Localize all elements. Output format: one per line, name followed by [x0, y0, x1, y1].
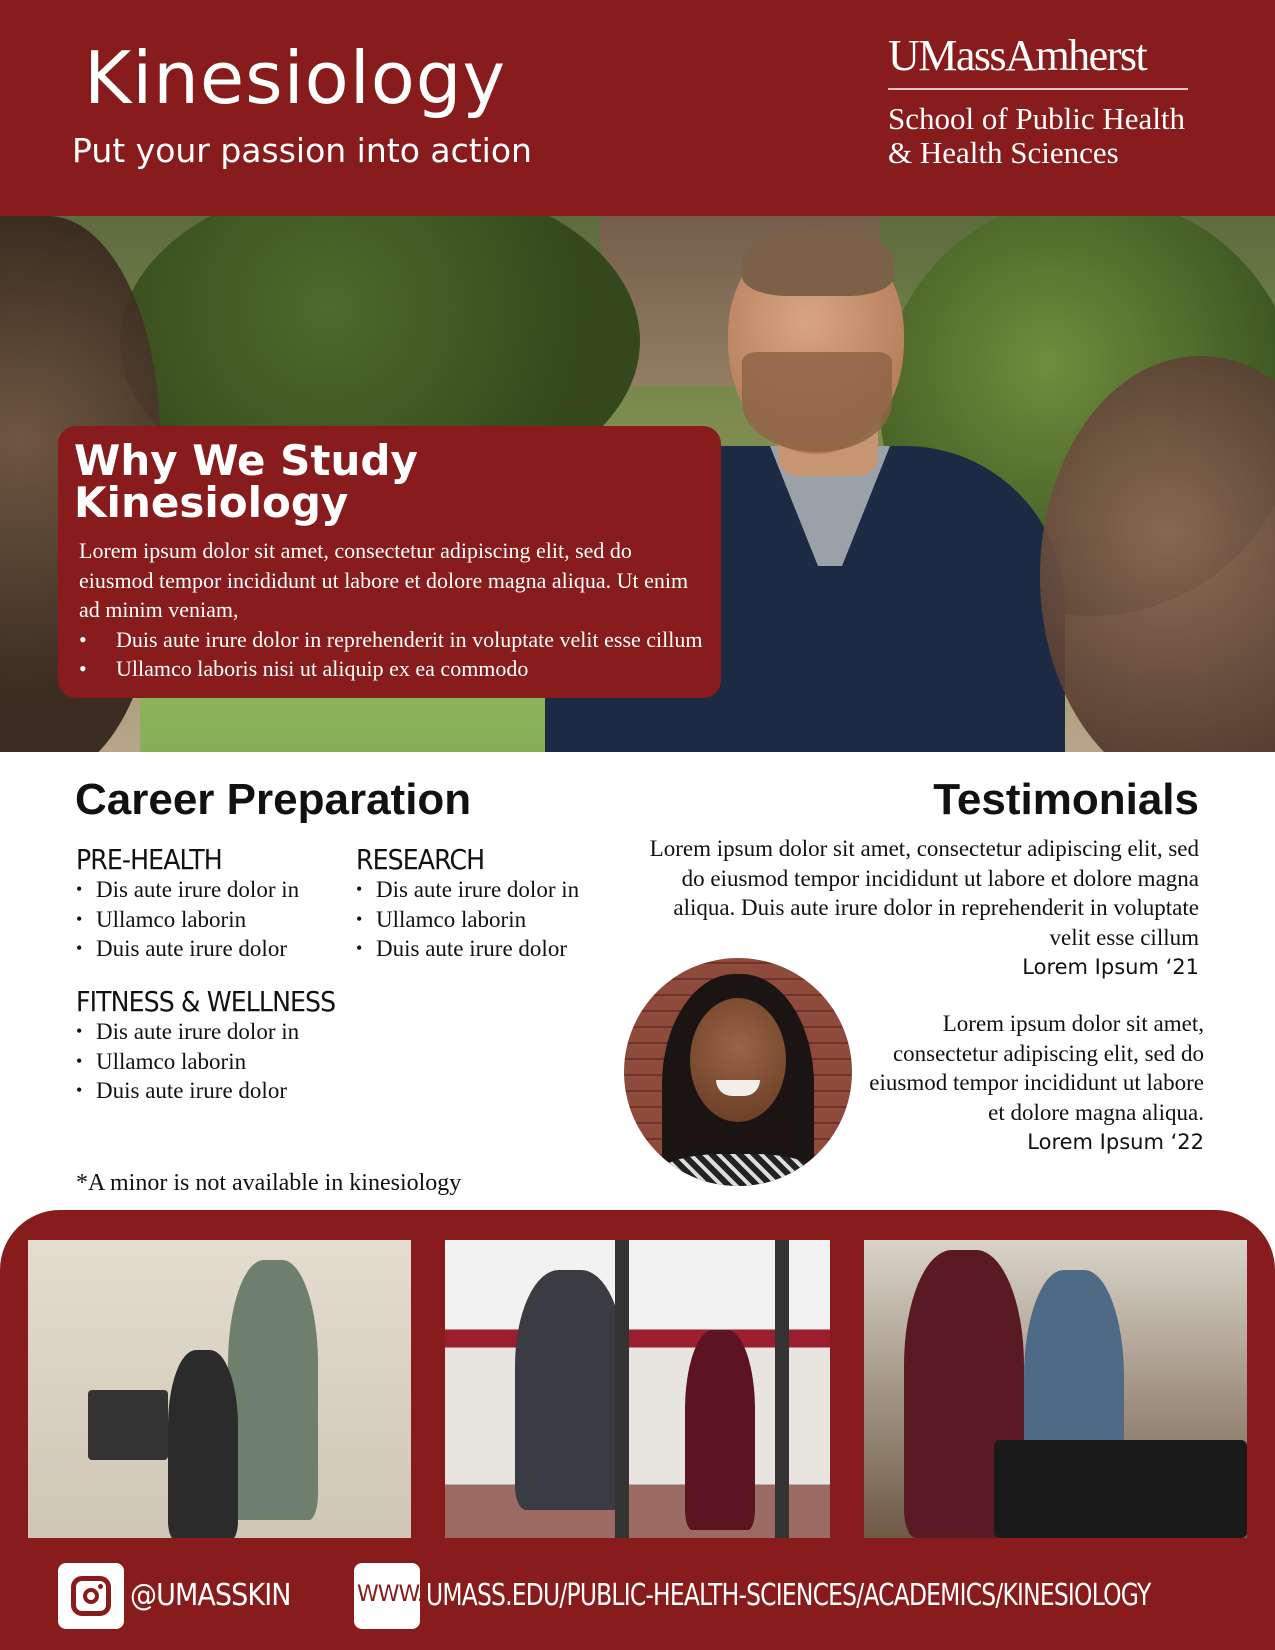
- instagram-icon-box[interactable]: [58, 1563, 124, 1629]
- runner-figure: [228, 1260, 318, 1520]
- category-research: RESEARCH: [356, 843, 485, 876]
- list-item: • Dis aute irure dolor in: [356, 875, 579, 905]
- logo-subtitle-line1: School of Public Health: [888, 101, 1186, 136]
- list-item: • Ullamco laborin: [76, 905, 299, 935]
- testimonials-title: Testimonials: [933, 775, 1199, 824]
- list-item: • Dis aute irure dolor in: [76, 1017, 299, 1047]
- testimonial-author: Lorem Ipsum ‘22: [1027, 1129, 1204, 1154]
- instructor-beard: [742, 352, 892, 452]
- treadmill-lab-photo: [28, 1240, 411, 1538]
- portrait-shirt: [654, 1154, 822, 1186]
- testimonial-quote-2: [854, 1009, 1204, 1158]
- page-tagline: Put your passion into action: [72, 131, 532, 170]
- category-pre-health: PRE-HEALTH: [76, 843, 222, 876]
- instagram-icon: [71, 1576, 111, 1616]
- minor-note: *A minor is not available in kinesiology: [76, 1170, 462, 1196]
- career-preparation-title: Career Preparation: [75, 775, 472, 824]
- why-study-list: [74, 625, 705, 684]
- jumping-student-figure: [515, 1270, 625, 1510]
- website-url[interactable]: UMASS.EDU/PUBLIC-HEALTH-SCIENCES/ACADEMICS/KINESIOLOGY: [426, 1578, 1151, 1613]
- rack-post: [615, 1240, 629, 1538]
- pre-health-list: [76, 875, 299, 964]
- why-study-title: Why We Study Kinesiology: [74, 436, 418, 527]
- instagram-handle[interactable]: @UMASSKIN: [130, 1578, 291, 1613]
- testimonial-text: Lorem ipsum dolor sit amet, consectetur adipiscing elit, sed do eiusmod tempor incididunt ut labore et dolore magna aliqua.: [869, 1011, 1204, 1126]
- logo-name: UMassAmherst: [888, 31, 1147, 80]
- umass-logo: [888, 31, 1192, 170]
- www-label: WWW.: [357, 1582, 423, 1607]
- list-item: • Duis aute irure dolor: [76, 934, 299, 964]
- rack-post: [775, 1240, 789, 1538]
- anatomy-table: [994, 1440, 1247, 1538]
- instructor-hair: [742, 230, 894, 296]
- list-item: • Duis aute irure dolor: [76, 1076, 299, 1106]
- lab-assistant-figure: [168, 1350, 238, 1538]
- category-fitness-wellness: FITNESS & WELLNESS: [76, 985, 336, 1018]
- list-item: • Ullamco laborin: [356, 905, 579, 935]
- research-list: [356, 875, 579, 964]
- logo-subtitle-line2: & Health Sciences: [888, 135, 1119, 170]
- anatomy-table-photo: [864, 1240, 1247, 1538]
- logo-divider: [888, 88, 1188, 90]
- student-portrait: [624, 958, 852, 1186]
- why-study-bullet: • Ullamco laboris nisi ut aliquip ex ea commodo: [79, 654, 705, 684]
- lab-monitor: [88, 1390, 168, 1460]
- observer-figure: [685, 1330, 755, 1530]
- why-study-bullet: • Duis aute irure dolor in reprehenderit in voluptate velit esse cillum: [79, 625, 705, 655]
- why-study-box: [58, 426, 721, 698]
- header-banner: [0, 0, 1275, 216]
- testimonial-text: Lorem ipsum dolor sit amet, consectetur adipiscing elit, sed do eiusmod tempor incididunt ut labore et dolore magna aliqua. Duis aute irure dolor in reprehenderit in voluptate velit esse cillum: [649, 836, 1199, 951]
- list-item: • Dis aute irure dolor in: [76, 875, 299, 905]
- page-title: Kinesiology: [84, 36, 507, 120]
- fitness-wellness-list: [76, 1017, 299, 1106]
- portrait-face: [690, 998, 786, 1122]
- fitness-testing-photo: [445, 1240, 830, 1538]
- list-item: • Duis aute irure dolor: [356, 934, 579, 964]
- testimonial-author: Lorem Ipsum ‘21: [1022, 954, 1199, 979]
- why-study-paragraph: Lorem ipsum dolor sit amet, consectetur adipiscing elit, sed do eiusmod tempor incididunt ut labore et dolore magna aliqua. Ut enim ad minim veniam,: [79, 538, 689, 622]
- list-item: • Ullamco laborin: [76, 1047, 299, 1077]
